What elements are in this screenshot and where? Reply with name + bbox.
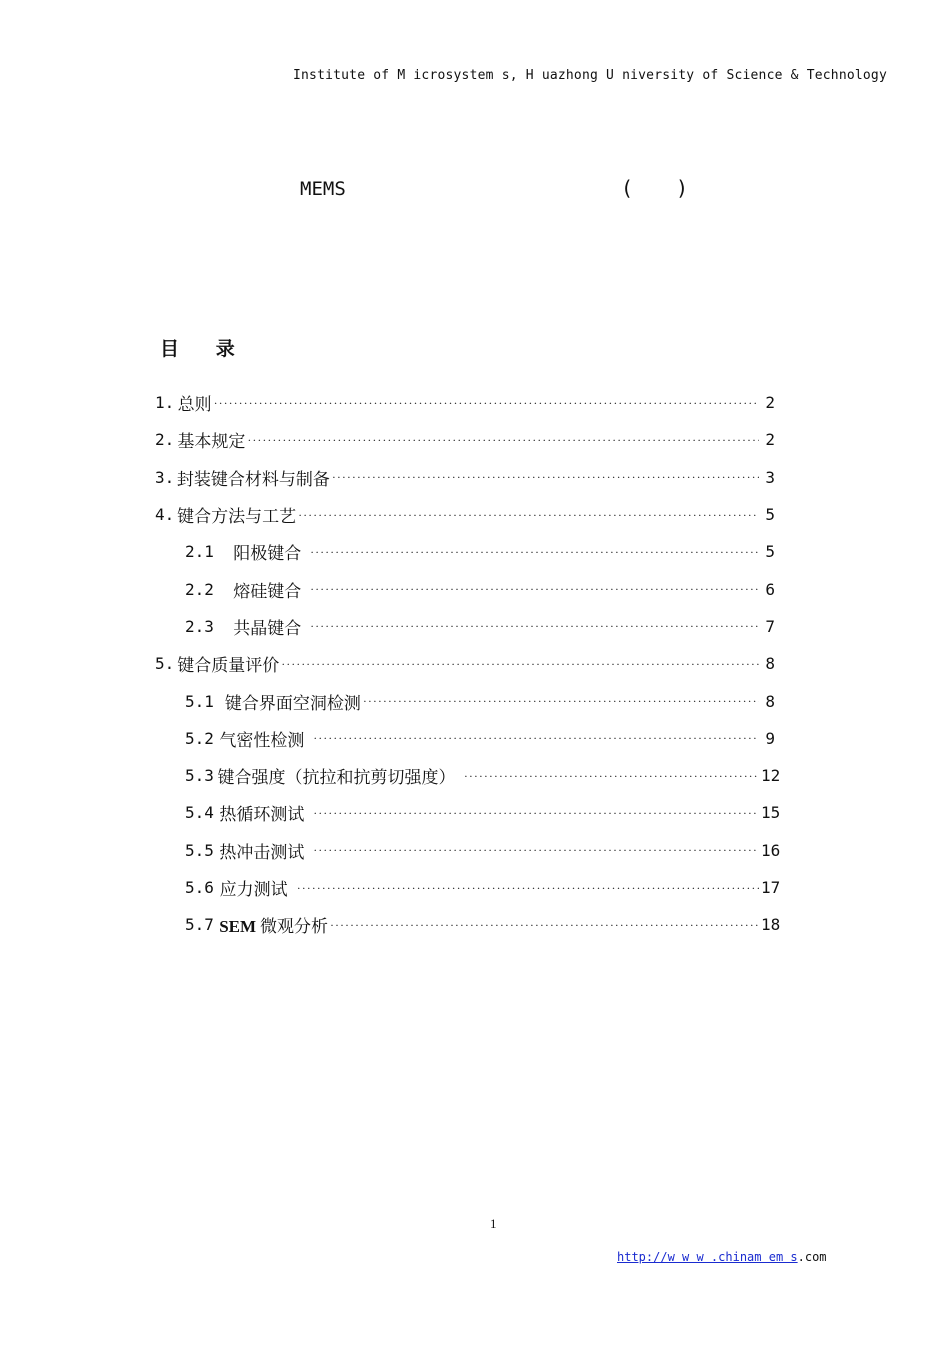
- toc-entry-page: 2: [765, 393, 775, 413]
- toc-entry-label: 热循环测试: [219, 805, 305, 826]
- toc-entry-page: 15: [760, 803, 781, 823]
- toc-entry-label: 键合方法与工艺: [177, 507, 297, 528]
- title-paren-close: ): [676, 176, 689, 200]
- toc-entry-1[interactable]: [155, 384, 775, 421]
- dot-leader: [363, 692, 759, 710]
- toc-entry-5-1[interactable]: [155, 682, 775, 719]
- toc-entry-page: 7: [765, 616, 775, 636]
- toc-entry-page: 3: [765, 467, 775, 487]
- dot-leader: [313, 804, 759, 822]
- toc-entry-page: 17: [761, 878, 781, 897]
- toc-entry-number: 5.: [155, 654, 175, 674]
- toc-entry-3[interactable]: [155, 459, 775, 496]
- toc-entry-number: 3.: [155, 467, 175, 487]
- toc-entry-page: 5: [765, 542, 775, 562]
- toc-entry-5-3[interactable]: [155, 757, 781, 794]
- running-header: Institute of M icrosystem s, H uazhong U niversity of Science & Technology: [293, 68, 887, 83]
- toc-entry-label: 封装键合材料与制备: [176, 469, 330, 490]
- toc-entry-label: 键合强度（抗拉和抗剪切强度）: [217, 768, 456, 789]
- toc-entry-2-3[interactable]: [155, 608, 775, 645]
- dot-leader: [281, 655, 759, 673]
- toc-entry-number: 5.4: [185, 803, 214, 823]
- toc-entry-4[interactable]: [155, 496, 775, 533]
- dot-leader: [310, 580, 759, 598]
- toc-entry-label: 键合界面空洞检测: [224, 693, 361, 714]
- toc-entry-2-2[interactable]: [155, 570, 775, 607]
- toc-entry-number: 4.: [155, 505, 175, 525]
- toc-entry-number: 5.1: [185, 691, 214, 711]
- toc-entry-5-4[interactable]: [155, 794, 781, 831]
- toc-entry-label: 气密性检测: [219, 730, 305, 751]
- website-link-suffix: .com: [797, 1250, 827, 1264]
- toc-entry-label-bold: SEM: [219, 917, 257, 937]
- toc-entry-number: 5.5: [185, 840, 214, 860]
- toc-entry-5-5[interactable]: [155, 832, 781, 869]
- toc-entry-label: 共晶键合: [233, 618, 302, 639]
- dot-leader: [313, 841, 759, 859]
- toc-entry-page: 2: [765, 430, 775, 450]
- toc-entry-5-6[interactable]: [155, 869, 781, 906]
- toc-entry-label: 阳极键合: [233, 544, 302, 565]
- toc-entry-number: 2.: [155, 430, 175, 450]
- toc-entry-5[interactable]: [155, 645, 775, 682]
- toc-entry-number: 5.3: [185, 766, 214, 786]
- toc-entry-page: 9: [765, 728, 775, 748]
- dot-leader: [330, 916, 759, 934]
- toc-entry-page: 16: [760, 840, 781, 860]
- toc-entry-number: 2.2: [185, 579, 214, 599]
- table-of-contents: [155, 384, 781, 943]
- toc-entry-5-2[interactable]: [155, 720, 775, 757]
- toc-entry-number: 5.6: [185, 878, 214, 897]
- footer: [617, 1250, 827, 1264]
- toc-entry-label: 键合质量评价: [177, 656, 280, 677]
- toc-entry-page: 12: [761, 766, 781, 786]
- dot-leader: [310, 543, 759, 561]
- website-link[interactable]: http://w w w .chinam em s: [617, 1250, 798, 1264]
- toc-entry-2[interactable]: [155, 421, 775, 458]
- dot-leader: [247, 431, 759, 449]
- toc-entry-number: 5.7: [185, 915, 214, 935]
- toc-entry-5-7[interactable]: [155, 906, 781, 943]
- toc-entry-label: 热冲击测试: [219, 842, 305, 863]
- toc-entry-page: 8: [765, 691, 775, 711]
- toc-entry-label: 基本规定: [177, 432, 246, 453]
- toc-entry-page: 18: [761, 915, 781, 935]
- dot-leader: [298, 506, 759, 524]
- toc-heading: 目 录: [160, 339, 251, 360]
- toc-entry-number: 2.3: [185, 616, 214, 636]
- title-paren-open: (: [621, 176, 634, 200]
- toc-entry-label: 熔硅键合: [233, 581, 302, 602]
- toc-entry-page: 8: [765, 654, 775, 674]
- toc-entry-number: 2.1: [185, 542, 214, 562]
- toc-entry-label: 应力测试: [219, 880, 288, 900]
- document-title: MEMS: [300, 178, 346, 200]
- toc-entry-page: 5: [765, 505, 775, 525]
- dot-leader: [464, 767, 759, 785]
- page-number: 1: [490, 1216, 497, 1231]
- toc-entry-label: 总则: [177, 395, 212, 416]
- toc-entry-label-text: 微观分析: [260, 917, 329, 938]
- toc-entry-page: 6: [765, 579, 775, 599]
- toc-entry-2-1[interactable]: [155, 533, 775, 570]
- dot-leader: [310, 617, 759, 635]
- dot-leader: [313, 729, 759, 747]
- dot-leader: [297, 879, 759, 897]
- dot-leader: [214, 394, 759, 412]
- toc-entry-label: [219, 912, 328, 937]
- toc-entry-number: 1.: [155, 393, 175, 413]
- dot-leader: [332, 468, 759, 486]
- toc-entry-number: 5.2: [185, 728, 214, 748]
